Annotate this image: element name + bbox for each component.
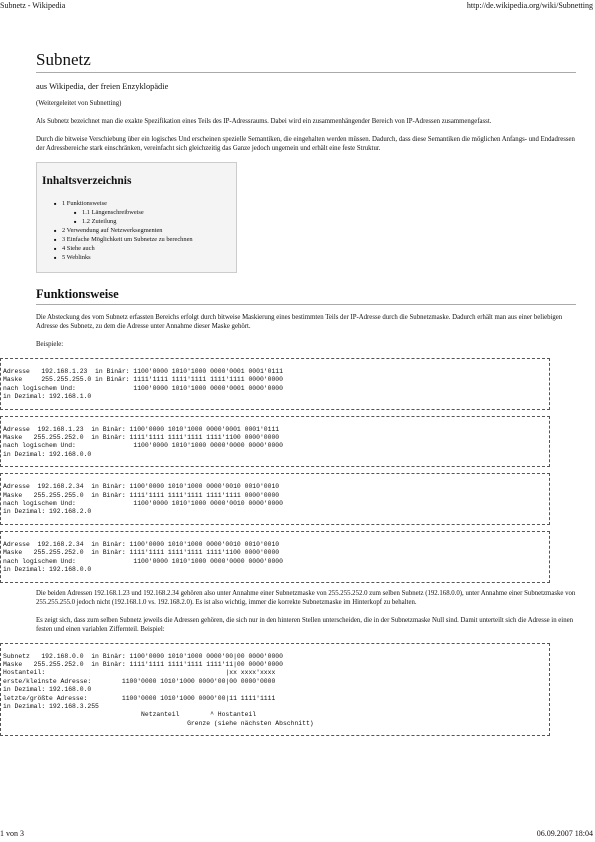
print-header	[0, 0, 595, 10]
article-subtitle: aus Wikipedia, der freien Enzyklopädie	[36, 82, 169, 91]
section-paragraph-2: Die beiden Adressen 192.168.1.23 und 192.168.2.34 gehören also unter Annahme einer Subnetzmaske von 255.255.252.0 zum selben Subnetz (192.168.0.0), unter Annahme einer Subnetzmaske von 255.255.255.0 jedoch nicht (192.168.1.0 vs. 192.168.2.0). Es ist also wichtig, immer die korrekte Subnetzmaske im Hinterkopf zu behalten.	[36, 589, 576, 606]
print-footer	[0, 829, 595, 839]
table-of-contents	[36, 162, 237, 273]
intro-paragraph-1: Als Subnetz bezeichnet man die exakte Spezifikation eines Teils des IP-Adressraums. Dabei wird ein zusammenhängender Bereich von IP-Adressen zusammengefasst.	[36, 118, 492, 125]
section-divider	[36, 304, 576, 305]
toc-item-funktionsweise[interactable]: ■ 1 Funktionsweise	[42, 199, 236, 208]
toc-item-weblinks[interactable]: ■ 5 Weblinks	[42, 253, 236, 262]
section-heading: Funktionsweise	[36, 287, 119, 301]
footer-timestamp: 06.09.2007 18:04	[536, 829, 593, 838]
toc-item-siehe-auch[interactable]: ■ 4 Siehe auch	[42, 244, 236, 253]
code-block-2: Adresse 192.168.1.23 in Binär: 1100'0000 1010'1000 0000'0001 0001'0111 Maske 255.255.252.0 in Binär: 1111'1111 1111'1111 1111'1100 0000'0000 nach logischem Und: 1100'0000 1010'1000 0000'0000 0000'0000 in Dezimal: 192.168.0.0	[0, 416, 550, 468]
footer-page-count: 1 von 3	[0, 829, 24, 838]
redirect-note: (Weitergeleitet von Subnetting)	[36, 100, 122, 107]
header-page-title: Subnetz - Wikipedia	[0, 1, 66, 10]
page-title: Subnetz	[36, 50, 91, 69]
intro-paragraph-2: Durch die bitweise Verschiebung über ein logisches Und erscheinen spezielle Semantiken, die eingehalten werden müssen. Dadurch, dass diese Semantiken die möglichen Anfangs- und Endadressen der Adressbereiche stark einschränken, vereinfacht sich gleichzeitig das Ganze jedoch ungemein und erhält eine feste Struktur.	[36, 136, 575, 152]
section-paragraph-3: Es zeigt sich, dass zum selben Subnetz jeweils die Adressen gehören, die sich nur in den hinteren Stellen unterscheiden, die in der Subnetzmaske Null sind. Damit unterteilt sich die Adresse in einen festen und einen variablen Ziffernteil. Beispiel:	[36, 616, 574, 633]
toc-title: Inhaltsverzeichnis	[42, 175, 132, 187]
toc-item-laengenschreibweise[interactable]: ■ 1.1 Längenschreibweise	[42, 208, 236, 217]
title-divider	[36, 72, 576, 73]
article-content	[3, 40, 576, 736]
toc-item-verwendung[interactable]: ■ 2 Verwendung auf Netzwerksegmenten	[42, 226, 236, 235]
example-label: Beispiele:	[36, 341, 64, 348]
section-paragraph-1: Die Absteckung des vom Subnetz erfassten Bereichs erfolgt durch bitweise Maskierung eines bestimmten Teils der IP-Adresse durch die Subnetzmaske. Dadurch erhält man aus einer beliebigen Adresse des Subnetz, zu dem die Adresse unter Annahme dieser Maske gehört.	[36, 314, 563, 330]
toc-item-zuteilung[interactable]: ■ 1.2 Zuteilung	[42, 217, 236, 226]
header-url[interactable]: http://de.wikipedia.org/wiki/Subnetting	[466, 1, 593, 10]
code-block-3: Adresse 192.168.2.34 in Binär: 1100'0000 1010'1000 0000'0010 0010'0010 Maske 255.255.255.0 in Binär: 1111'1111 1111'1111 1111'1111 0000'0000 nach logischem Und: 1100'0000 1010'1000 0000'0010 0000'0000 in Dezimal: 192.168.2.0	[0, 473, 550, 525]
code-block-1: Adresse 192.168.1.23 in Binär: 1100'0000 1010'1000 0000'0001 0001'0111 Maske 255.255.255.0 in Binär: 1111'1111 1111'1111 1111'1111 0000'0000 nach logischem Und: 1100'0000 1010'1000 0000'0001 0000'0000 in Dezimal: 192.168.1.0	[0, 358, 550, 410]
code-block-4: Adresse 192.168.2.34 in Binär: 1100'0000 1010'1000 0000'0010 0010'0010 Maske 255.255.252.0 in Binär: 1111'1111 1111'1111 1111'1100 0000'0000 nach logischem Und: 1100'0000 1010'1000 0000'0000 0000'0000 in Dezimal: 192.168.0.0	[0, 531, 550, 583]
toc-list	[42, 199, 236, 262]
toc-item-berechnen[interactable]: ■ 3 Einfache Möglichkeit um Subnetze zu berechnen	[42, 235, 236, 244]
code-block-subnet-example: Subnetz 192.168.0.0 in Binär: 1100'0000 1010'1000 0000'00|00 0000'0000 Maske 255.255.252.0 in Binär: 1111'1111 1111'1111 1111'11|00 0000'0000 Hostanteil: |xx xxxx'xxxx erste/kleinste Adresse: 1100'0000 1010'1000 0000'00|00 0000'0000 in Dezimal: 192.168.0.0 letzte/größte Adresse: 1100'0000 1010'1000 0000'00|11 1111'1111 in Dezimal: 192.168.3.255 Netzanteil ^ Hostanteil Grenze (siehe nächsten Abschnitt)	[0, 643, 550, 737]
